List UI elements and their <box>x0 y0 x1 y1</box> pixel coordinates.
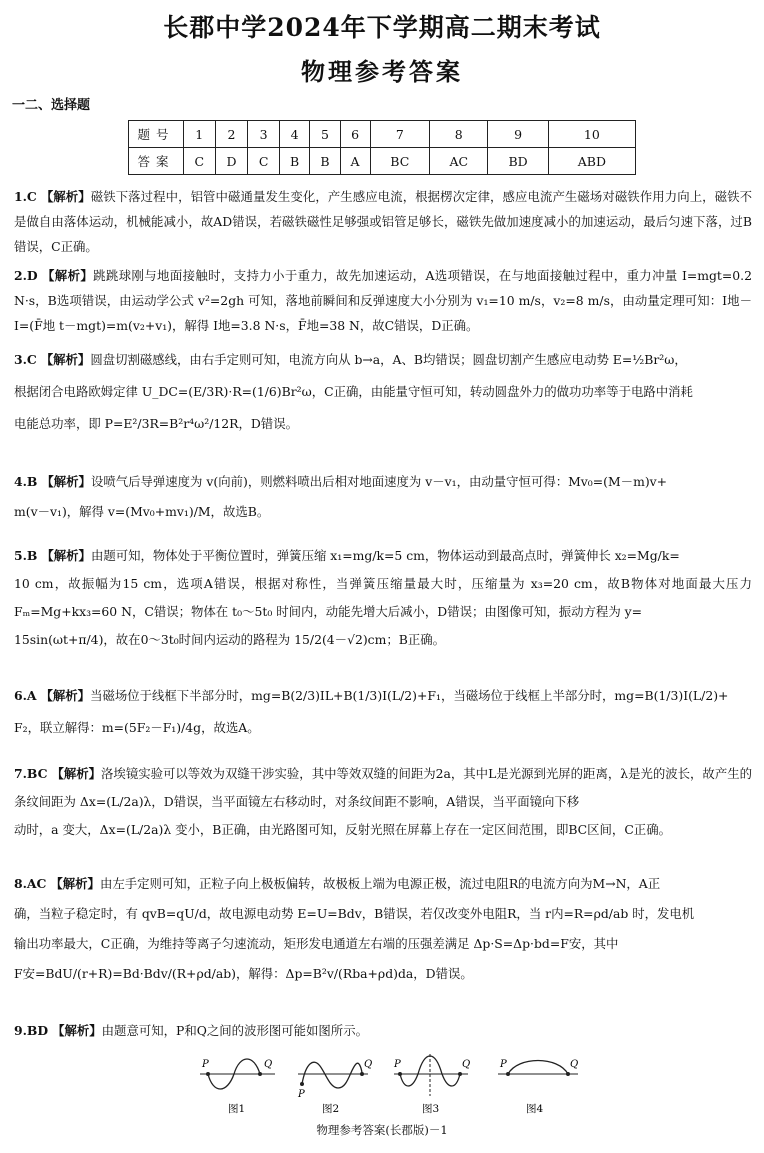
answer-cell: C <box>248 148 280 175</box>
question-number: 7.BC <box>14 766 48 781</box>
question-6 <box>14 680 752 744</box>
question-number-cell: 7 <box>370 121 430 148</box>
analysis-tag: 【解析】 <box>40 688 91 703</box>
point-q-marker <box>258 1072 262 1076</box>
exam-title: 长郡中学2024年下学期高二期末考试 <box>163 13 601 42</box>
question-number: 9.BD <box>14 1023 49 1038</box>
question-number-cell: 8 <box>430 121 488 148</box>
point-q-label: Q <box>364 1059 373 1070</box>
question-number: 2.D <box>14 268 38 283</box>
question-3 <box>14 344 752 440</box>
question-line <box>14 184 752 259</box>
analysis-tag: 【解析】 <box>42 268 94 283</box>
question-number: 6.A <box>14 688 37 703</box>
answer-table <box>128 120 636 175</box>
question-number-cell: 6 <box>340 121 370 148</box>
question-line: 确，当粒子稳定时，有 qvB=qU/d，故电源电动势 E=U=Bdv，B错误，若仅改变外电阻R，当 r内=R=ρd/ab 时，发电机 <box>14 906 695 921</box>
question-text: 由题意可知，P和Q之间的波形图可能如图所示。 <box>101 1023 368 1038</box>
answer-cell: ABD <box>548 148 635 175</box>
question-number: 5.B <box>14 548 38 563</box>
point-p-label: P <box>298 1089 305 1100</box>
question-number-cell: 4 <box>279 121 309 148</box>
table-header-cell: 答案 <box>129 148 184 175</box>
question-4 <box>14 467 752 527</box>
point-q-marker <box>458 1072 462 1076</box>
question-text: 圆盘切割磁感线，由右手定则可知，电流方向从 b→a，A、B均错误；圆盘切割产生感应电动势 E=½Br²ω， <box>90 352 687 367</box>
analysis-tag: 【解析】 <box>41 548 91 563</box>
point-p-label: P <box>202 1059 209 1070</box>
question-text: 设喷气后导弹速度为 v(向前)，则燃料喷出后相对地面速度为 v－v₁，由动量守恒可得：Mv₀=(M－m)v+ <box>90 474 668 489</box>
question-line <box>14 680 752 712</box>
question-line: 根据闭合电路欧姆定律 U_DC=(E/3R)·R=(1/6)Br²ω，C正确，由能量守恒可知，转动圆盘外力的做功功率等于电路中消耗 <box>14 384 693 399</box>
point-p-marker <box>506 1072 510 1076</box>
point-p-marker <box>300 1082 304 1086</box>
answer-cell: B <box>279 148 309 175</box>
analysis-tag: 【解析】 <box>40 352 91 367</box>
question-line <box>14 760 752 816</box>
wave-figure-2 <box>297 1059 372 1115</box>
point-q-marker <box>566 1072 570 1076</box>
answer-cell: D <box>215 148 248 175</box>
question-number: 3.C <box>14 352 37 367</box>
question-5 <box>14 542 752 654</box>
answer-cell: BD <box>488 148 548 175</box>
question-number-cell: 10 <box>548 121 635 148</box>
question-line <box>14 467 752 497</box>
answer-cell: BC <box>370 148 430 175</box>
point-q-label: Q <box>462 1059 471 1070</box>
point-q-marker <box>360 1072 364 1076</box>
wave-figures <box>190 1052 590 1116</box>
table-row <box>129 121 636 148</box>
question-line: 15sin(ωt+π/4)，故在0～3t₀时间内运动的路程为 15/2(4－√2)cm；B正确。 <box>14 632 446 647</box>
question-line: 输出功率最大，C正确，为维持等离子匀速流动，矩形发电通道左右端的压强差满足 Δp·S=Δp·bd=F安，其中 <box>14 936 619 951</box>
question-line <box>14 542 752 570</box>
table-row <box>129 148 636 175</box>
question-number-cell: 3 <box>248 121 280 148</box>
question-line <box>14 869 752 899</box>
wave-figure-1 <box>200 1059 275 1115</box>
question-number-cell: 2 <box>215 121 248 148</box>
question-number-cell: 1 <box>184 121 216 148</box>
wave-curve <box>508 1061 568 1075</box>
point-p-marker <box>398 1072 402 1076</box>
question-text: 由题可知，物体处于平衡位置时，弹簧压缩 x₁=mg/k=5 cm，物体运动到最高点时，弹簧伸长 x₂=Mg/k= <box>90 548 680 563</box>
point-p-label: P <box>394 1059 401 1070</box>
answer-cell: AC <box>430 148 488 175</box>
question-number-cell: 9 <box>488 121 548 148</box>
question-line <box>14 344 752 376</box>
point-q-label: Q <box>264 1059 273 1070</box>
question-number-cell: 5 <box>310 121 340 148</box>
question-line: m(v－v₁)，解得 v=(Mv₀+mv₁)/M，故选B。 <box>14 504 270 519</box>
figure-caption: 图4 <box>526 1103 544 1115</box>
question-8 <box>14 869 752 989</box>
figure-caption: 图2 <box>322 1103 340 1115</box>
wave-figure-3 <box>393 1054 470 1115</box>
answer-cell: B <box>310 148 340 175</box>
point-p-marker <box>206 1072 210 1076</box>
point-q-label: Q <box>570 1059 579 1070</box>
question-line <box>14 263 752 338</box>
answer-cell: C <box>184 148 216 175</box>
question-number: 1.C <box>14 189 37 204</box>
analysis-tag: 【解析】 <box>50 876 100 891</box>
question-2 <box>14 263 752 338</box>
question-text: 当磁场位于线框下半部分时，mg=B(2/3)IL+B(1/3)I(L/2)+F₁，当磁场位于线框上半部分时，mg=B(1/3)I(L/2)+ <box>90 688 729 703</box>
question-text: 洛埃镜实验可以等效为双缝干涉实验，其中等效双缝的间距为2a，其中L是光源到光屏的距离，λ是光的波长，故产生的条纹间距为 Δx=(L/2a)λ，D错误，当平面镜左右移动时，对条纹间距不影响，A错误，当平面镜向下移 <box>14 766 752 809</box>
page-title: 物理参考答案 <box>301 58 463 86</box>
question-line <box>14 1018 752 1043</box>
question-number: 8.AC <box>14 876 47 891</box>
question-line: F安=BdU/(r+R)=Bd·Bdv/(R+ρd/ab)，解得：Δp=B²v/(Rba+ρd)da，D错误。 <box>14 966 473 981</box>
wave-figure-4 <box>498 1059 578 1115</box>
question-line: F₂，联立解得：m=(5F₂－F₁)/4g，故选A。 <box>14 720 260 735</box>
page-footer: 物理参考答案(长郡版)－1 <box>316 1123 448 1137</box>
question-number: 4.B <box>14 474 38 489</box>
question-text: 磁铁下落过程中，铝管中磁通量发生变化，产生感应电流，根据楞次定律，感应电流产生磁场对磁铁作用力向上，磁铁不是做自由落体运动，机械能减小，故AD错误，若磁铁磁性足够强或铝管足够长，磁铁先做加速度减小的加速运动，最后匀速下落，过B错误，C正确。 <box>14 189 752 254</box>
question-line: 动时，a 变大，Δx=(L/2a)λ 变小，B正确，由光路图可知，反射光照在屏幕上存在一定区间范围，即BC区间，C正确。 <box>14 822 671 837</box>
wave-curve <box>302 1062 362 1088</box>
section-heading: 一二、选择题 <box>12 98 91 113</box>
analysis-tag: 【解析】 <box>40 189 91 204</box>
point-p-label: P <box>500 1059 507 1070</box>
figure-caption: 图3 <box>422 1103 440 1115</box>
question-text: 跳跳球刚与地面接触时，支持力小于重力，故先加速运动，A选项错误，在与地面接触过程中，重力冲量 I=mgt=0.2 N·s，B选项错误，由运动学公式 v²=2gh 可知，落地前瞬间和反弹速度大小分别为 v₁=10 m/s，v₂=8 m/s，由动量定理可知：I地－I=(F̄地 t－mgt)=m(v₂+v₁)，解得 I地=3.8 N·s，F̄地=38 N，故C错误，D正确。 <box>14 268 752 333</box>
analysis-tag: 【解析】 <box>52 1023 102 1038</box>
figure-caption: 图1 <box>228 1103 246 1115</box>
question-line: 10 cm，故振幅为15 cm，选项A错误，根据对称性，当弹簧压缩量最大时，压缩量为 x₃=20 cm，故B物体对地面最大压力 Fₘ=Mg+kx₃=60 N，C错误；物体在 t₀～5t₀ 时间内，动能先增大后减小，D错误；由图像可知，振动方程为 y= <box>14 576 752 619</box>
answer-cell: A <box>340 148 370 175</box>
question-line: 电能总功率，即 P=E²/3R=B²r⁴ω²/12R，D错误。 <box>14 416 298 431</box>
question-7 <box>14 760 752 844</box>
question-text: 由左手定则可知，正粒子向上极板偏转，故极板上端为电源正极，流过电阻R的电流方向为M→N，A正 <box>99 876 661 891</box>
table-header-cell: 题号 <box>129 121 184 148</box>
analysis-tag: 【解析】 <box>41 474 91 489</box>
analysis-tag: 【解析】 <box>51 766 102 781</box>
question-1 <box>14 184 752 259</box>
question-9 <box>14 1018 752 1043</box>
